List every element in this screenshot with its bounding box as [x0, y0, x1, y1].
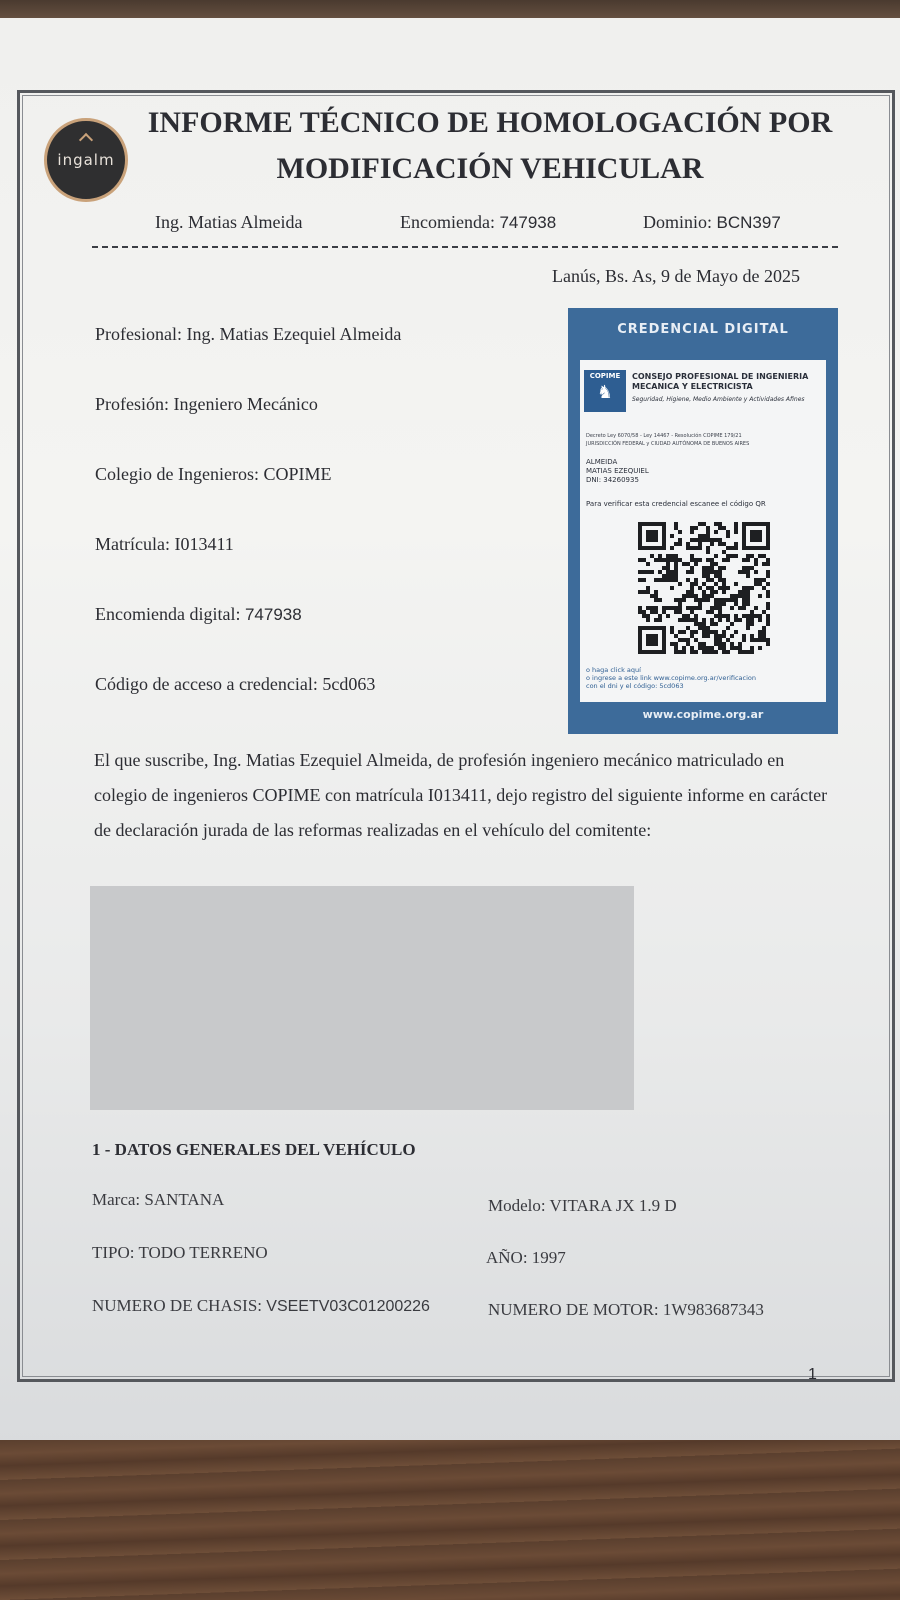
holder-dni: DNI: 34260935 [586, 476, 639, 484]
field-colegio: Colegio de Ingenieros: COPIME [95, 464, 332, 484]
place-date: Lanús, Bs. As, 9 de Mayo de 2025 [552, 266, 800, 286]
legal-line-2: JURISDICCIÓN FEDERAL y CIUDAD AUTÓNOMA DE BUENOS AIRES [586, 441, 750, 447]
page-border-inner [22, 95, 890, 1377]
field-encomienda-value: 747938 [244, 605, 302, 624]
lion-crest-icon: ♞ [596, 382, 614, 403]
header-encomienda-label: Encomienda: [400, 212, 495, 232]
field-matricula: Matrícula: I013411 [95, 534, 234, 554]
logo-text: ingalm [57, 151, 115, 169]
credential-website: www.copime.org.ar [642, 708, 764, 721]
header-dominio-label: Dominio: [643, 212, 713, 232]
header-engineer: Ing. Matias Almeida [155, 212, 303, 232]
credential-holder [586, 458, 786, 485]
link-verification-url[interactable]: o ingrese a este link www.copime.org.ar/verificacion [586, 674, 757, 682]
legal-text [586, 432, 822, 448]
field-profesional: Profesional: Ing. Matias Ezequiel Almeida [95, 324, 402, 344]
vehicle-motor: NUMERO DE MOTOR: 1W983687343 [488, 1300, 764, 1319]
vehicle-chasis [92, 1296, 430, 1316]
header-encomienda [400, 212, 556, 233]
digital-credential-card [568, 308, 838, 734]
vehicle-marca: Marca: SANTANA [92, 1190, 225, 1209]
field-encomienda-label: Encomienda digital: [95, 604, 241, 624]
document-title [140, 100, 840, 192]
vehicle-chasis-label: NUMERO DE CHASIS: [92, 1296, 263, 1315]
copime-badge-label: COPIME [589, 372, 621, 380]
declaration-paragraph: El que suscribe, Ing. Matias Ezequiel Almeida, de profesión ingeniero mecánico matriculado en colegio de ingenieros COPIME con matrícula I013411, dejo registro del siguiente informe en carácter de declaración jurada de las reformas realizadas en el vehículo del comitente: [94, 750, 828, 840]
org-name: CONSEJO PROFESIONAL DE INGENIERIA MECANICA Y ELECTRICISTA [632, 372, 809, 391]
verification-links [586, 666, 826, 690]
company-logo [44, 118, 128, 202]
vehicle-chasis-value: VSEETV03C01200226 [266, 1298, 430, 1315]
table-surface-bottom [0, 1440, 900, 1600]
holder-given-names: MATIAS EZEQUIEL [586, 467, 649, 475]
header-dominio-value: BCN397 [716, 213, 781, 232]
vehicle-anio: AÑO: 1997 [486, 1248, 566, 1267]
header-encomienda-value: 747938 [499, 213, 557, 232]
section-title-vehicle: 1 - DATOS GENERALES DEL VEHÍCULO [92, 1140, 416, 1159]
copime-badge [584, 370, 626, 412]
field-encomienda-digital [95, 604, 302, 625]
credential-body [580, 360, 826, 702]
page-number: 1 [808, 1366, 817, 1383]
legal-line-1: Decreto Ley 6070/58 - Ley 14467 - Resolución COPIME 179/21 [586, 433, 742, 439]
field-profesion: Profesión: Ingeniero Mecánico [95, 394, 318, 414]
vehicle-tipo: TIPO: TODO TERRENO [92, 1243, 268, 1262]
vehicle-modelo: Modelo: VITARA JX 1.9 D [488, 1196, 677, 1215]
title-line-2: MODIFICACIÓN VEHICULAR [276, 152, 704, 185]
title-line-1: INFORME TÉCNICO DE HOMOLOGACIÓN POR [147, 106, 833, 139]
field-codigo-acceso: Código de acceso a credencial: 5cd063 [95, 674, 376, 694]
link-click-here[interactable]: o haga click aquí [586, 666, 641, 674]
dashed-divider [92, 246, 838, 248]
redacted-area [90, 886, 634, 1110]
header-dominio [643, 212, 781, 233]
verify-instructions: Para verificar esta credencial escanee el código QR [586, 500, 766, 508]
logo-accent-icon [79, 133, 93, 147]
org-tagline: Seguridad, Higiene, Medio Ambiente y Actividades Afines [632, 396, 805, 403]
credential-title: CREDENCIAL DIGITAL [617, 322, 789, 337]
qr-code-icon[interactable] [638, 522, 770, 654]
holder-surname: ALMEIDA [586, 458, 618, 466]
link-code: con el dni y el código: 5cd063 [586, 682, 684, 690]
